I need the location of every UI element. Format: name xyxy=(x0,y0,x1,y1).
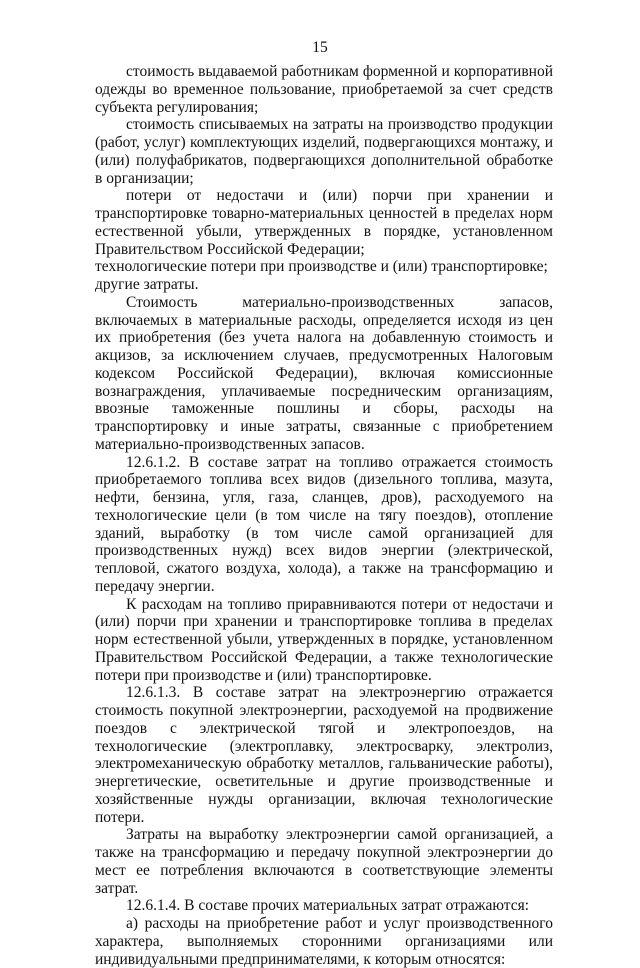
paragraph: Затраты на выработку электроэнергии самой организацией, а также на трансформацию и передачу покупной электроэнергии до мест ее потребления включаются в соответствующие элементы затрат. xyxy=(95,826,553,897)
paragraph: 12.6.1.2. В составе затрат на топливо отражается стоимость приобретаемого топлива всех видов (дизельного топлива, мазута, нефти, бензина, угля, газа, сланцев, дров), расходуемого на технологические цели (в том числе на тягу поездов), отопление зданий, выработку (в том числе самой организацией для производственных нужд) всех видов энергии (электрической, тепловой, сжатого воздуха, холода), а также на трансформацию и передачу энергии. xyxy=(95,453,553,595)
paragraph: К расходам на топливо приравниваются потери от недостачи и (или) порчи при хранении и транспортировке топлива в пределах норм естественной убыли, утвержденных в порядке, установленном Правительством Российской Федерации, а также технологические потери при производстве и (или) транспортировке. xyxy=(95,595,553,684)
paragraph: потери от недостачи и (или) порчи при хранении и транспортировке товарно-материальных ценностей в пределах норм естественной убыли, утвержденных в порядке, установленном Правительством Российской Федерации; xyxy=(95,187,553,258)
paragraph: а) расходы на приобретение работ и услуг производственного характера, выполняемых сторонними организациями или индивидуальными предпринимателями, к которым относятся: xyxy=(95,915,553,968)
paragraph: технологические потери при производстве и (или) транспортировке; xyxy=(95,258,548,276)
document-body xyxy=(95,63,553,968)
paragraph: 12.6.1.3. В составе затрат на электроэнергию отражается стоимость покупной электроэнергии, расходуемой на продвижение поездов с электрической тягой и электропоездов, на технологические (электроплавку, электросварку, электролиз, электромеханическую обработку металлов, гальванические работы), энергетические, осветительные и другие производственные и хозяйственные нужды организации, включая технологические потери. xyxy=(95,684,553,826)
paragraph: 12.6.1.4. В составе прочих материальных затрат отражаются: xyxy=(126,897,530,915)
paragraph: Стоимость материально-производственных запасов, включаемых в материальные расходы, определяется исходя из цен их приобретения (без учета налога на добавленную стоимость и акцизов, за исключением случаев, предусмотренных Налоговым кодексом Российской Федерации), включая комиссионные вознаграждения, уплачиваемые посредническим организациям, ввозные таможенные пошлины и сборы, расходы на транспортировку и иные затраты, связанные с приобретением материально-производственных запасов. xyxy=(95,293,553,453)
paragraph: стоимость выдаваемой работникам форменной и корпоративной одежды во временное пользование, приобретаемой за счет средств субъекта регулирования; xyxy=(95,63,553,116)
page-number: 15 xyxy=(312,39,328,56)
paragraph: другие затраты. xyxy=(95,276,199,293)
paragraph: стоимость списываемых на затраты на производство продукции (работ, услуг) комплектующих изделий, подвергающихся монтажу, и (или) полуфабрикатов, подвергающихся дополнительной обработке в организации; xyxy=(95,116,553,187)
